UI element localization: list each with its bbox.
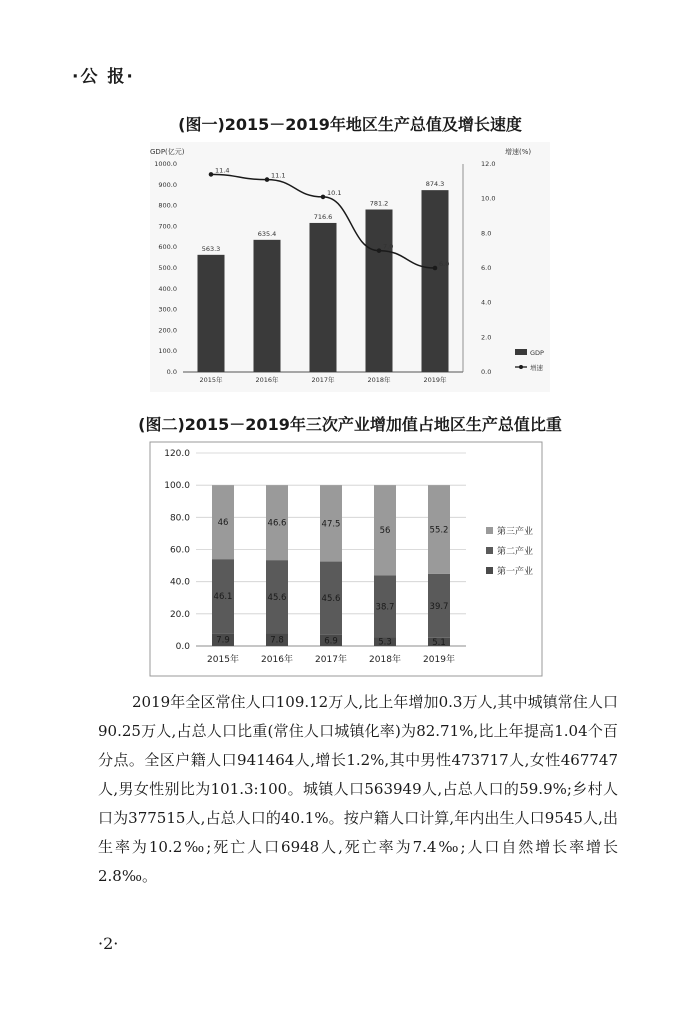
- y-tick-label: 120.0: [164, 449, 190, 459]
- x-tick-label: 2018年: [367, 376, 391, 384]
- y-tick-label: 20.0: [169, 609, 190, 620]
- segment-label: 56: [379, 526, 391, 537]
- segment-label: 7.9: [216, 635, 230, 646]
- y-tick-label: 0.0: [166, 368, 177, 376]
- legend-label-gdp: GDP: [530, 349, 544, 357]
- gdp-growth-chart: [0, 140, 700, 395]
- x-tick-label: 2019年: [423, 655, 455, 665]
- segment-label: 47.5: [321, 519, 341, 530]
- y-axis-title: GDP(亿元): [150, 148, 185, 156]
- legend-swatch: [486, 527, 493, 534]
- y-tick-label: 0.0: [175, 642, 190, 652]
- population-paragraph: [98, 688, 618, 891]
- y-tick-label: 60.0: [169, 545, 190, 556]
- growth-point: [321, 195, 326, 200]
- y2-tick-label: 10.0: [481, 194, 496, 203]
- segment-label: 45.6: [321, 594, 341, 605]
- segment-label: 46.6: [267, 518, 287, 529]
- y-tick-label: 100.0: [164, 481, 190, 492]
- page-header: ·公 报·: [72, 67, 135, 87]
- growth-label: 11.4: [215, 166, 230, 175]
- growth-point: [209, 172, 214, 177]
- y-tick-label: 40.0: [169, 577, 190, 588]
- segment-label: 5.1: [432, 637, 446, 648]
- y-tick-label: 700.0: [158, 222, 177, 231]
- segment-label: 55.2: [429, 525, 449, 536]
- growth-point: [265, 177, 270, 182]
- figure-2-title: (图二)2015－2019年三次产业增加值占地区生产总值比重: [138, 415, 562, 434]
- legend-swatch: [486, 567, 493, 574]
- legend-label: 第三产业: [497, 527, 534, 537]
- y-tick-label: 500.0: [158, 264, 177, 272]
- segment-label: 46: [217, 518, 229, 529]
- segment-label: 7.8: [270, 635, 284, 646]
- x-tick-label: 2016年: [255, 376, 279, 384]
- y2-axis-title: 增速(%): [505, 148, 532, 156]
- y-tick-label: 800.0: [158, 201, 177, 210]
- y-tick-label: 200.0: [158, 326, 177, 335]
- segment-label: 45.6: [267, 592, 287, 603]
- y-tick-label: 900.0: [158, 180, 177, 189]
- y-tick-label: 1000.0: [154, 160, 177, 168]
- segment-label: 38.7: [375, 602, 395, 613]
- x-tick-label: 2017年: [311, 376, 335, 384]
- y2-tick-label: 4.0: [481, 298, 492, 307]
- y-tick-label: 600.0: [158, 243, 177, 252]
- y-tick-label: 100.0: [158, 347, 177, 356]
- gdp-bar-label: 716.6: [313, 212, 333, 221]
- growth-label: 10.1: [327, 188, 342, 197]
- x-tick-label: 2019年: [423, 376, 447, 384]
- gdp-bar: [422, 190, 449, 372]
- x-tick-label: 2017年: [315, 655, 347, 665]
- growth-label: 7.0: [383, 242, 394, 251]
- gdp-bar: [366, 210, 393, 372]
- segment-label: 39.7: [429, 601, 449, 612]
- chart-frame: [150, 442, 542, 676]
- y2-tick-label: 6.0: [481, 264, 492, 272]
- legend-swatch-gdp: [515, 349, 527, 355]
- gdp-bar-label: 874.3: [425, 180, 445, 189]
- y-tick-label: 400.0: [158, 284, 177, 293]
- industry-share-chart: [0, 440, 700, 680]
- gdp-bar-label: 563.3: [201, 244, 221, 253]
- y2-tick-label: 2.0: [481, 333, 492, 342]
- gdp-bar: [310, 223, 337, 372]
- figure-1-title: (图一)2015－2019年地区生产总值及增长速度: [178, 115, 522, 134]
- y-tick-label: 80.0: [169, 513, 190, 524]
- gdp-bar-label: 781.2: [369, 199, 389, 208]
- legend-label: 第一产业: [497, 567, 534, 577]
- legend-marker-growth: [519, 365, 523, 369]
- y2-tick-label: 0.0: [481, 368, 492, 376]
- x-tick-label: 2016年: [261, 655, 293, 665]
- segment-label: 6.9: [324, 636, 338, 647]
- x-tick-label: 2018年: [369, 655, 401, 665]
- gdp-bar-label: 635.4: [257, 229, 277, 238]
- x-tick-label: 2015年: [207, 655, 239, 665]
- legend-swatch: [486, 547, 493, 554]
- gdp-bar: [198, 255, 225, 372]
- y-tick-label: 300.0: [158, 305, 177, 314]
- y2-tick-label: 12.0: [481, 160, 496, 168]
- gdp-bar: [254, 240, 281, 372]
- growth-point: [377, 248, 382, 253]
- growth-label: 6.0: [439, 260, 450, 268]
- legend-label-growth: 增速: [530, 364, 543, 372]
- segment-label: 5.3: [378, 637, 392, 648]
- segment-label: 46.1: [213, 592, 233, 603]
- x-tick-label: 2015年: [199, 376, 223, 384]
- growth-point: [433, 266, 438, 271]
- y2-tick-label: 8.0: [481, 229, 492, 238]
- legend-label: 第二产业: [497, 547, 534, 557]
- growth-label: 11.1: [271, 171, 286, 180]
- paragraph-text: 2019年全区常住人口109.12万人,比上年增加0.3万人,其中城镇常住人口90.25万人,占总人口比重(常住人口城镇化率)为82.71%,比上年提高1.04个百分点。全区户籍人口941464人,增长1.2%,其中男性473717人,女性467747人,男女性别比为101.3:100。城镇人口563949人,占总人口的59.9%;乡村人口为377515人,占总人口的40.1%。按户籍人口计算,年内出生人口9545人,出生率为10.2‰;死亡人口6948人,死亡率为7.4‰;人口自然增长率增长2.8‰。: [98, 693, 618, 885]
- page-number: ·2·: [98, 934, 119, 953]
